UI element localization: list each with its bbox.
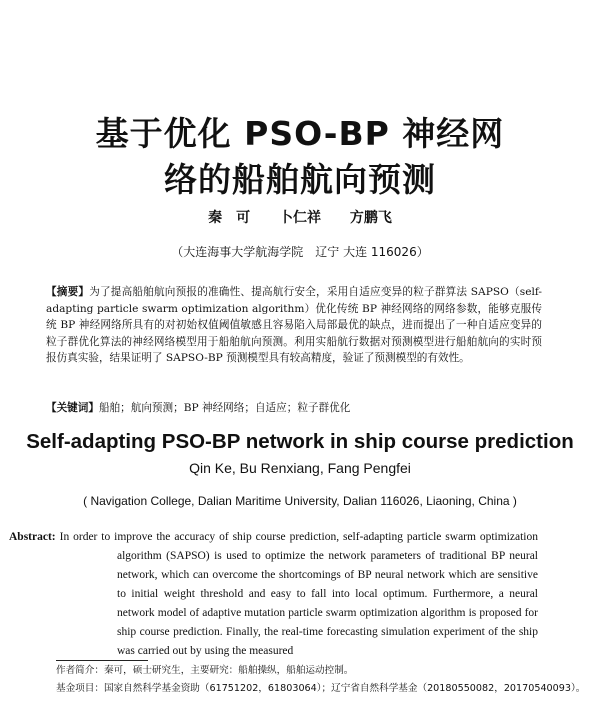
abstract-cn-label: 【摘要】 xyxy=(46,286,90,298)
authors-en: Qin Ke, Bu Renxiang, Fang Pengfei xyxy=(189,460,411,476)
affiliation-cn: （大连海事大学航海学院 辽宁 大连 116026） xyxy=(171,245,429,259)
abstract-en-text: In order to improve the accuracy of ship course prediction, self-adapting particle swarm optimization algorithm (SAPSO) is used to optimize the network parameters of traditional BP neural network, which can overcome the shortcomings of BP neural network which are sensitive to initial weight threshold and easy to fall into local optimum. Furthermore, a neural network model of adaptive mutation particle swarm optimization algorithm is proposed for ship course prediction. Finally, the real-time forecasting simulation experiment of the ship was carried out by using the measured xyxy=(59,531,538,657)
keywords-cn-label: 【关键词】 xyxy=(46,402,99,414)
abstract-en xyxy=(9,528,538,661)
abstract-en-label: Abstract: xyxy=(9,531,56,543)
author-cn-3: 方鹏飞 xyxy=(349,210,392,226)
abstract-cn-text: 为了提高船舶航向预报的准确性、提高航行安全，采用自适应变异的粒子群算法 SAPSO（self-adapting particle swarm optimization algorithm）优化传统 BP 神经网络的网络参数，能够克服传统 BP 神经网络所具有的对初始权值阈值敏感且容易陷入局部最优的缺点，进而提出了一种自适应变异的粒子群优化算法的神经网络模型用于船舶航向预测。利用实船航行数据对预测模型进行船舶航向的实时预报仿真实验，结果证明了 SAPSO-BP 预测模型具有较高精度，验证了预测模型的有效性。 xyxy=(46,286,542,364)
title-en: Self-adapting PSO-BP network in ship course prediction xyxy=(26,430,574,453)
footnote-rule xyxy=(56,660,148,661)
authors-cn xyxy=(0,207,600,227)
keywords-cn-text: 船舶；航向预测；BP 神经网络；自适应；粒子群优化 xyxy=(98,402,351,414)
author-cn-2: 卜仁祥 xyxy=(279,210,321,226)
affiliation-en: ( Navigation College, Dalian Maritime University, Dalian 116026, Liaoning, China ) xyxy=(83,494,517,508)
keywords-cn xyxy=(46,400,546,416)
title-cn-line-2: 络的船舶航向预测 xyxy=(164,160,436,199)
footnote-fund: 基金项目：国家自然科学基金资助（61751202，61803064）；辽宁省自然科学基金（20180550082，20170540093）。 xyxy=(56,683,586,694)
abstract-cn xyxy=(46,284,542,367)
title-cn-line-1: 基于优化 PSO-BP 神经网 xyxy=(95,114,505,153)
author-cn-1: 秦 可 xyxy=(208,210,251,226)
footnote-author: 作者简介：秦可，硕士研究生，主要研究：船舶操纵，船舶运动控制。 xyxy=(56,665,354,676)
